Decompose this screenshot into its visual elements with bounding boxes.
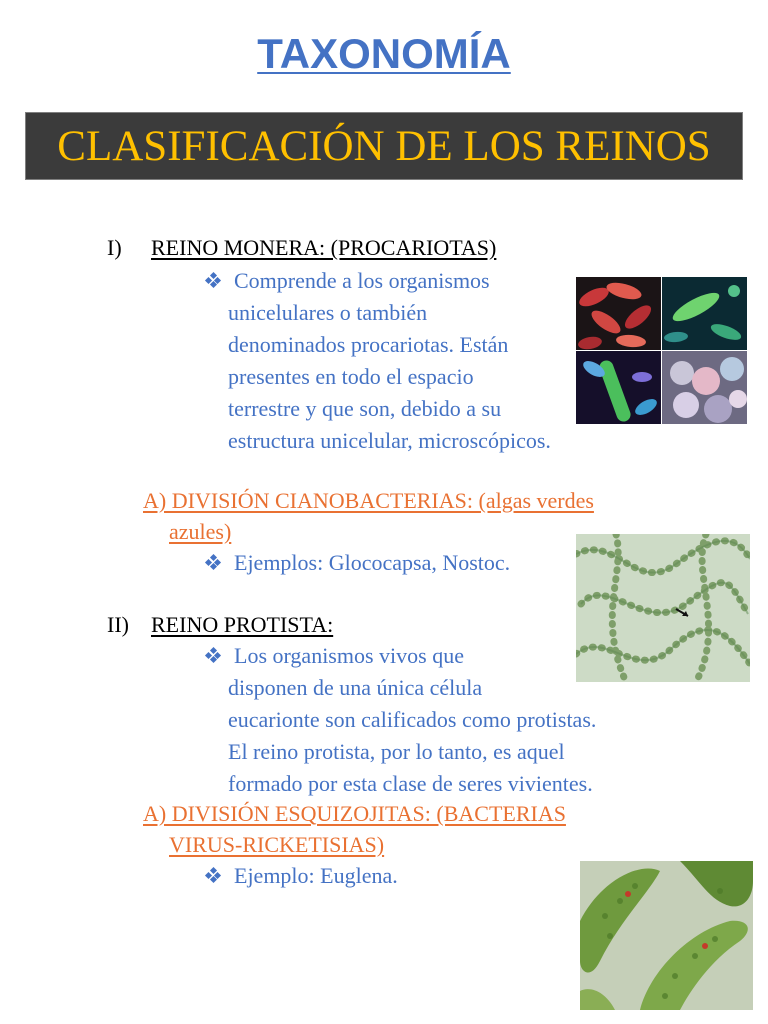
diamond-bullet-icon — [206, 648, 220, 662]
description-line: unicelulares o también — [228, 300, 428, 325]
diamond-bullet-icon — [206, 868, 220, 882]
cianobacterias-example — [228, 547, 510, 579]
bacteria-collage-image — [576, 277, 747, 424]
description-line: presentes en todo el espacio — [228, 364, 474, 389]
example-text: Ejemplos: Glococapsa, Nostoc. — [234, 550, 511, 575]
heading-number: I) — [107, 235, 122, 260]
heading-text: REINO PROTISTA: — [151, 612, 334, 637]
description-line: El reino protista, por lo tanto, es aquel — [228, 739, 565, 764]
description-line: disponen de una única célula — [228, 675, 483, 700]
description-line: estructura unicelular, microscópicos. — [228, 428, 551, 453]
description-line: formado por esta clase de seres vivientes. — [228, 771, 593, 796]
esquizojitas-example — [228, 860, 398, 892]
kingdom-protista-heading — [107, 612, 333, 638]
protista-description — [228, 640, 596, 800]
division-line: A) DIVISIÓN ESQUIZOJITAS: (BACTERIAS — [143, 801, 566, 826]
description-line: denominados procariotas. Están — [228, 332, 509, 357]
monera-description — [228, 265, 551, 457]
division-line: azules) — [169, 519, 232, 544]
division-line: A) DIVISIÓN CIANOBACTERIAS: (algas verdes — [143, 488, 594, 513]
euglena-image — [580, 861, 753, 1010]
description-line: Comprende a los organismos — [234, 268, 490, 293]
division-cianobacterias — [143, 485, 594, 547]
heading-number: II) — [107, 612, 129, 637]
nostoc-filaments-image — [576, 534, 750, 682]
description-line: terrestre y que son, debido a su — [228, 396, 502, 421]
description-line: Los organismos vivos que — [234, 643, 464, 668]
heading-text: REINO MONERA: (PROCARIOTAS) — [151, 235, 497, 260]
example-text: Ejemplo: Euglena. — [234, 863, 398, 888]
section-banner: CLASIFICACIÓN DE LOS REINOS — [25, 112, 743, 180]
diamond-bullet-icon — [206, 555, 220, 569]
division-esquizojitas — [143, 798, 566, 860]
diamond-bullet-icon — [206, 273, 220, 287]
page-title: TAXONOMÍA — [257, 30, 511, 77]
division-line: VIRUS-RICKETISIAS) — [169, 832, 385, 857]
description-line: eucarionte son calificados como protistas. — [228, 707, 597, 732]
kingdom-monera-heading — [107, 235, 496, 261]
